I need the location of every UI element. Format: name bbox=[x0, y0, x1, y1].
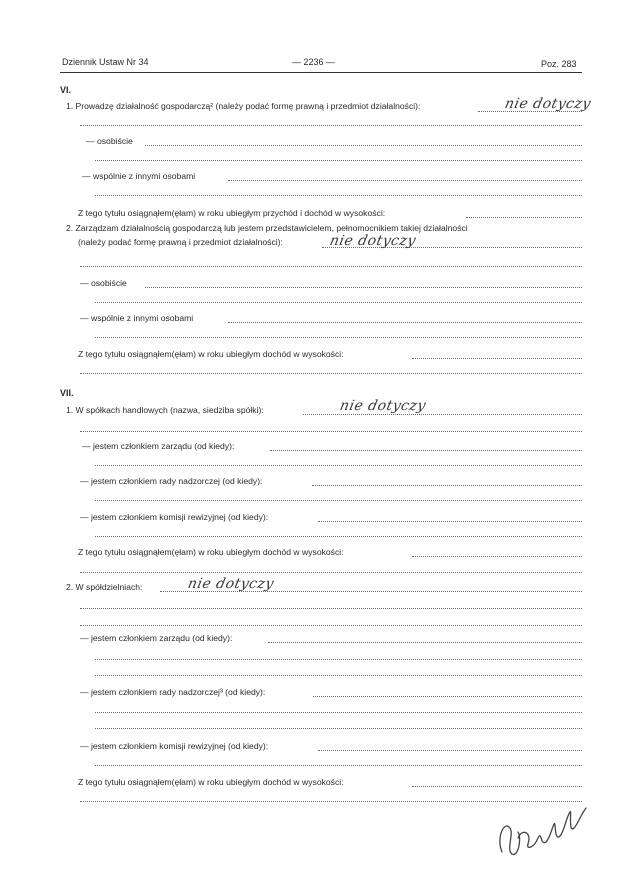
handwritten-answer: nie dotyczy bbox=[338, 398, 428, 414]
blank-line bbox=[80, 125, 582, 126]
vii-item1-supervisory: — jestem członkiem rady nadzorczej (od kiedy): bbox=[80, 476, 263, 486]
blank-line bbox=[95, 500, 582, 501]
page-number: — 2236 — bbox=[292, 57, 336, 67]
blank-line bbox=[95, 536, 582, 537]
blank-line bbox=[80, 625, 582, 626]
blank-line bbox=[270, 450, 582, 451]
blank-line bbox=[268, 642, 582, 643]
blank-line bbox=[95, 465, 582, 466]
vi-item2-income: Z tego tytułu osiągnąłem(ęłam) w roku ubiegłym dochód w wysokości: bbox=[78, 349, 344, 359]
blank-line bbox=[80, 373, 582, 374]
vii-item1-audit: — jestem członkiem komisji rewizyjnej (od kiedy): bbox=[80, 512, 269, 522]
vii-item2-supervisory: — jestem członkiem rady nadzorczej³ (od kiedy): bbox=[80, 687, 266, 697]
blank-line bbox=[80, 608, 582, 609]
blank-line bbox=[145, 287, 582, 288]
handwritten-answer: nie dotyczy bbox=[186, 576, 276, 592]
blank-line bbox=[412, 786, 582, 787]
vi-item2-joint: — wspólnie z innymi osobami bbox=[80, 313, 194, 323]
vi-item1-income: Z tego tytułu osiągnąłem(ęłam) w roku ubiegłym przychód i dochód w wysokości: bbox=[78, 208, 386, 218]
vi-item1-personal: — osobiście bbox=[86, 136, 133, 146]
blank-line bbox=[95, 160, 582, 161]
blank-line bbox=[80, 431, 582, 432]
vi-item2-line2: (należy podać formę prawną i przedmiot działalności): bbox=[78, 237, 283, 247]
vii-item1-board: — jestem członkiem zarządu (od kiedy): bbox=[82, 441, 235, 451]
blank-line bbox=[412, 358, 582, 359]
handwritten-answer: nie dotyczy bbox=[503, 96, 593, 112]
vi-item2-personal: — osobiście bbox=[80, 278, 127, 288]
blank-line bbox=[95, 659, 582, 660]
position-number: Poz. 283 bbox=[541, 59, 577, 69]
blank-line bbox=[318, 750, 582, 751]
vi-item1-label: 1. Prowadzę działalność gospodarczą² (należy podać formę prawną i przedmiot działalności): bbox=[66, 101, 421, 111]
section-vi-title: VI. bbox=[60, 85, 72, 95]
blank-line bbox=[95, 337, 582, 338]
blank-line bbox=[95, 712, 582, 713]
vii-item2-audit: — jestem członkiem komisji rewizyjnej (od kiedy): bbox=[80, 741, 269, 751]
handwritten-signature bbox=[492, 798, 594, 860]
blank-line bbox=[95, 728, 582, 729]
blank-line bbox=[95, 765, 582, 766]
vii-item1-label: 1. W spółkach handlowych (nazwa, siedziba spółki): bbox=[66, 405, 264, 415]
vii-item2-income: Z tego tytułu osiągnąłem(ęłam) w roku ubiegłym dochód w wysokości: bbox=[78, 777, 344, 787]
journal-title: Dziennik Ustaw Nr 34 bbox=[62, 57, 149, 67]
vi-item2-line1: 2. Zarządzam działalnością gospodarczą lub jestem przedstawicielem, pełnomocnikiem takiej działalności bbox=[66, 223, 468, 233]
vii-item1-income: Z tego tytułu osiągnąłem(ęłam) w roku ubiegłym dochód w wysokości: bbox=[78, 547, 344, 557]
vii-item2-label: 2. W spółdzielniach: bbox=[66, 582, 143, 592]
blank-line bbox=[80, 266, 582, 267]
section-vii-title: VII. bbox=[60, 388, 74, 398]
blank-line bbox=[412, 556, 582, 557]
handwritten-answer: nie dotyczy bbox=[328, 233, 418, 249]
blank-line bbox=[80, 572, 582, 573]
blank-line bbox=[95, 302, 582, 303]
blank-line bbox=[318, 521, 582, 522]
answer-line bbox=[303, 414, 582, 415]
blank-line bbox=[313, 696, 582, 697]
blank-line bbox=[95, 675, 582, 676]
blank-line bbox=[228, 180, 582, 181]
blank-line bbox=[145, 145, 582, 146]
blank-line bbox=[228, 322, 582, 323]
vi-item1-joint: — wspólnie z innymi osobami bbox=[82, 171, 196, 181]
blank-line bbox=[466, 217, 582, 218]
blank-line bbox=[312, 485, 582, 486]
blank-line bbox=[95, 195, 582, 196]
header-rule bbox=[60, 72, 582, 73]
vii-item2-board: — jestem członkiem zarządu (od kiedy): bbox=[80, 633, 233, 643]
